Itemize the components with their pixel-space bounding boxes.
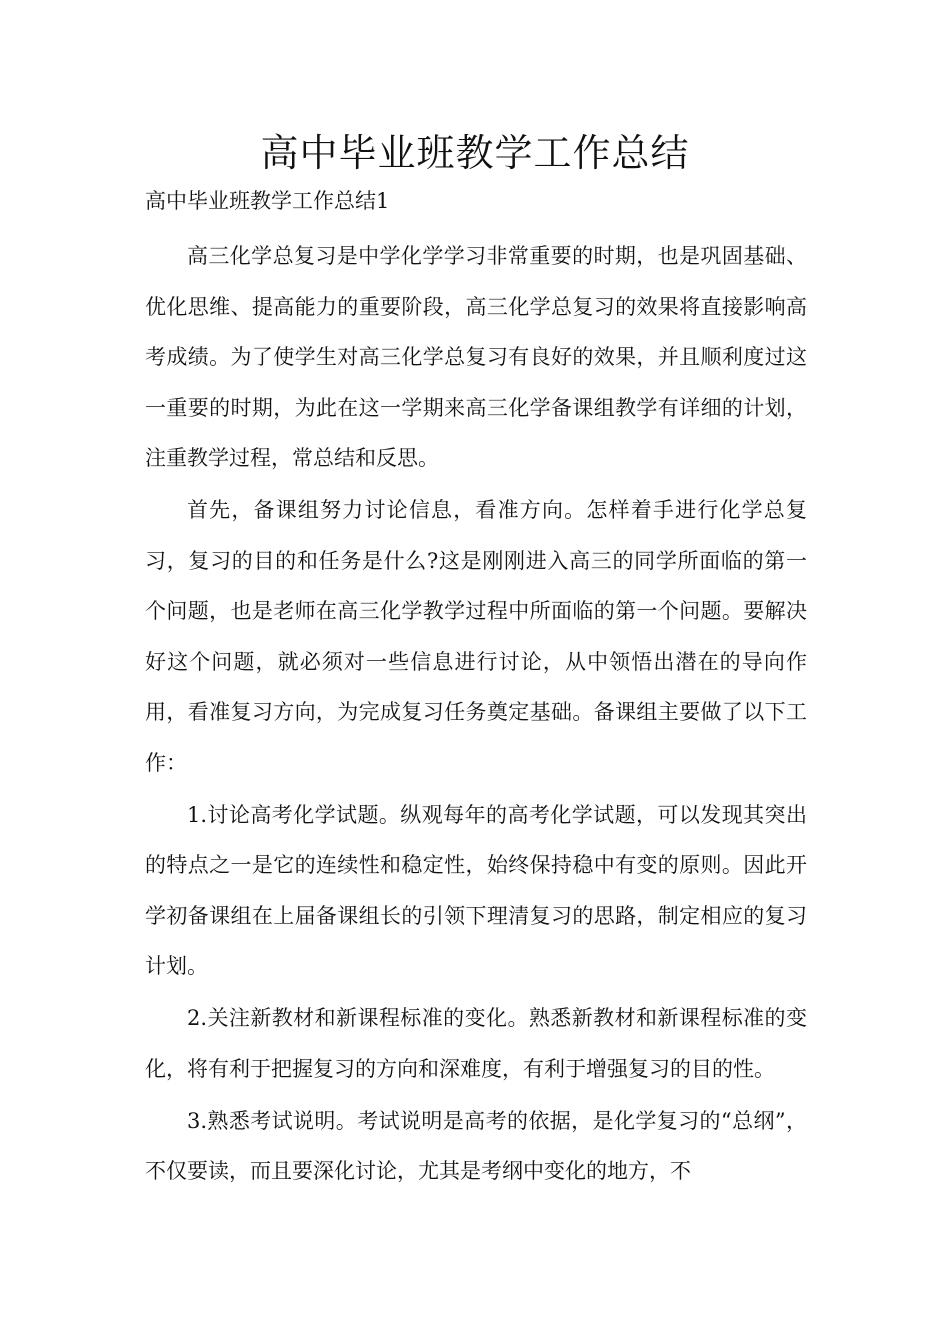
paragraph-item-1: 1.讨论高考化学试题。纵观每年的高考化学试题，可以发现其突出的特点之一是它的连续性和稳定性，始终保持稳中有变的原则。因此开学初备课组在上届备课组长的引领下理清复习的思路，制定相应的复习计划。: [145, 802, 807, 978]
paragraph-first: 首先，备课组努力讨论信息，看准方向。怎样着手进行化学总复习，复习的目的和任务是什么?这是刚刚进入高三的同学所面临的第一个问题，也是老师在高三化学教学过程中所面临的第一个问题。要解决好这个问题，就必须对一些信息进行讨论，从中领悟出潜在的导向作用，看准复习方向，为完成复习任务奠定基础。备课组主要做了以下工作：: [145, 498, 807, 775]
paragraph-item-3: 3.熟悉考试说明。考试说明是高考的依据，是化学复习的“总纲”，不仅要读，而且要深化讨论，尤其是考纲中变化的地方，不: [145, 1108, 807, 1183]
paragraph-intro: 高三化学总复习是中学化学学习非常重要的时期，也是巩固基础、优化思维、提高能力的重要阶段，高三化学总复习的效果将直接影响高考成绩。为了使学生对高三化学总复习有良好的效果，并且顺利度过这一重要的时期，为此在这一学期来高三化学备课组教学有详细的计划，注重教学过程，常总结和反思。: [145, 244, 807, 470]
paragraph-item-2: 2.关注新教材和新课程标准的变化。熟悉新教材和新课程标准的变化，将有利于把握复习的方向和深难度，有利于增强复习的目的性。: [145, 1006, 807, 1081]
document-body: [145, 231, 807, 1198]
document-title: 高中毕业班教学工作总结: [260, 131, 690, 175]
document-subtitle: 高中毕业班教学工作总结1: [145, 189, 390, 213]
